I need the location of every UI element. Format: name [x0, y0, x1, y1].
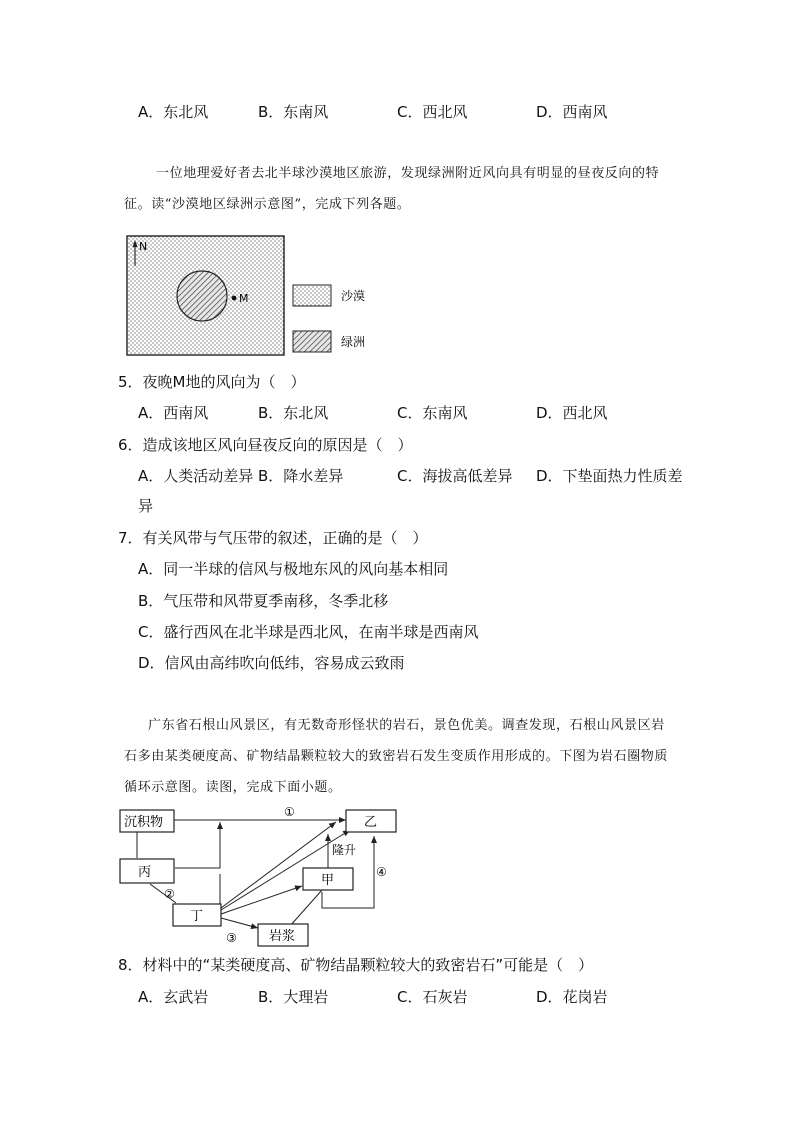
q8-option-c: C．石灰岩 [397, 988, 468, 1006]
q5-option-d: D．西北风 [536, 404, 608, 422]
passage-rock-line3: 循环示意图。读图，完成下面小题。 [124, 780, 342, 795]
q4-option-c: C．西北风 [397, 103, 468, 121]
passage-rock-line2: 石多由某类硬度高、矿物结晶颗粒较大的致密岩石发生变质作用形成的。下图为岩石圈物质 [124, 749, 669, 764]
q8-option-b: B．大理岩 [258, 988, 329, 1006]
q4-option-d: D．西南风 [536, 103, 608, 121]
q6-stem: 6．造成该地区风向昼夜反向的原因是（ ） [118, 436, 413, 454]
q5-option-c: C．东南风 [397, 404, 468, 422]
q6-option-d: D．下垫面热力性质差 [536, 467, 683, 485]
passage-rock-line1: 广东省石根山风景区，有无数奇形怪状的岩石，景色优美。调查发现，石根山风景区岩 [148, 718, 665, 733]
legend-oasis-label: 绿洲 [341, 335, 366, 349]
legend-oasis-swatch [293, 331, 331, 352]
box-ding-label: 丁 [190, 909, 204, 924]
q8-stem: 8．材料中的“某类硬度高、矿物结晶颗粒较大的致密岩石”可能是（ ） [118, 956, 594, 974]
legend-desert-label: 沙漠 [341, 289, 366, 303]
box-bing-label: 丙 [138, 865, 152, 880]
oasis-map [120, 230, 380, 362]
north-label: N [139, 240, 148, 253]
box-yi-label: 乙 [364, 815, 378, 830]
rock-cycle-diagram [110, 800, 410, 950]
box-sediment-label: 沉积物 [124, 815, 164, 830]
label-num-1: ① [284, 805, 295, 819]
label-num-2: ② [164, 887, 175, 901]
passage-oasis [124, 158, 684, 220]
q6-option-c: C．海拔高低差异 [397, 467, 513, 485]
passage-oasis-line2: 征。读“沙漠地区绿洲示意图”，完成下列各题。 [124, 197, 411, 212]
q6-option-b: B．降水差异 [258, 467, 344, 485]
label-uplift: 隆升 [332, 843, 357, 857]
oasis-area [177, 271, 227, 321]
q7-option-a: A．同一半球的信风与极地东风的风向基本相同 [138, 560, 449, 578]
point-m-label: M [239, 292, 249, 305]
q5-option-b: B．东北风 [258, 404, 329, 422]
label-num-4: ④ [376, 865, 387, 879]
q6-option-a: A．人类活动差异 [138, 467, 254, 485]
label-num-3: ③ [226, 931, 237, 945]
point-m-marker [232, 296, 237, 301]
passage-oasis-line1: 一位地理爱好者去北半球沙漠地区旅游，发现绿洲附近风向具有明显的昼夜反向的特 [156, 166, 660, 181]
q8-option-a: A．玄武岩 [138, 988, 209, 1006]
q7-option-c: C．盛行西风在北半球是西北风，在南半球是西南风 [138, 623, 479, 641]
q8-option-d: D．花岗岩 [536, 988, 608, 1006]
q5-option-a: A．西南风 [138, 404, 209, 422]
q4-option-a: A．东北风 [138, 103, 209, 121]
box-magma-label: 岩浆 [269, 929, 296, 944]
q4-option-b: B．东南风 [258, 103, 329, 121]
q5-stem: 5．夜晚M地的风向为（ ） [118, 373, 306, 391]
box-jia-label: 甲 [321, 873, 335, 888]
q7-stem: 7．有关风带与气压带的叙述，正确的是（ ） [118, 529, 428, 547]
q6-option-d-continued: 异 [138, 497, 154, 515]
q7-option-b: B．气压带和风带夏季南移，冬季北移 [138, 592, 389, 610]
q7-option-d: D．信风由高纬吹向低纬，容易成云致雨 [138, 654, 405, 672]
legend-desert-swatch [293, 285, 331, 306]
passage-rock [124, 710, 684, 803]
